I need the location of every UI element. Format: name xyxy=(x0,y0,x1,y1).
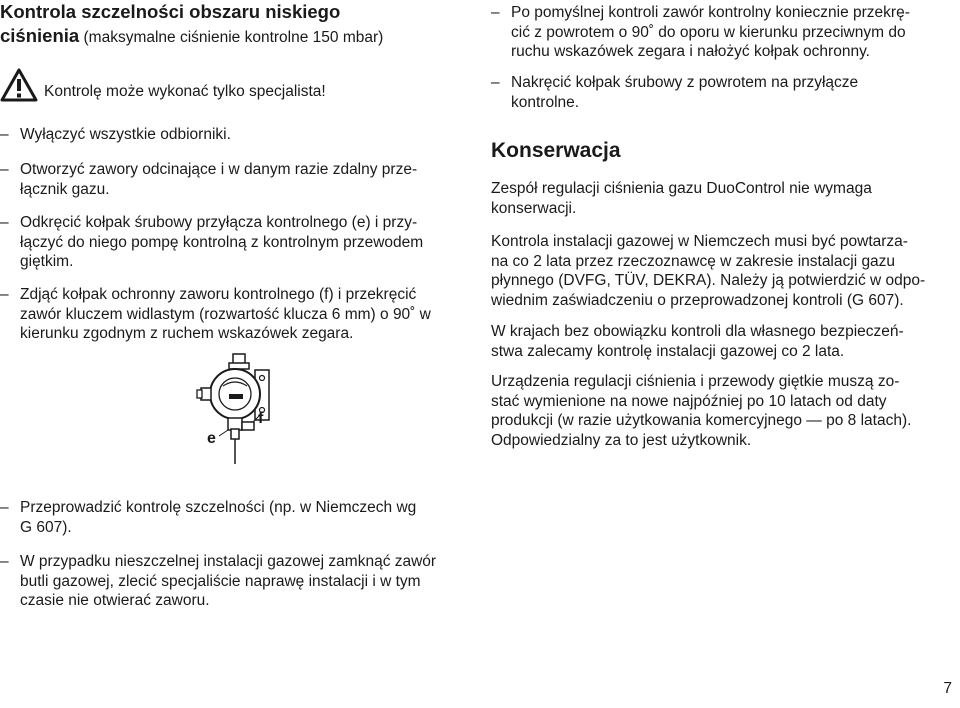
figure-label-f: f xyxy=(258,410,264,427)
page-number: 7 xyxy=(943,680,952,697)
regulator-illustration xyxy=(195,352,285,467)
list-dash: – xyxy=(0,126,9,143)
paragraph xyxy=(491,372,911,450)
regulator-figure xyxy=(195,352,285,467)
list-text: ruchu wskazówek zegara i nałożyć kołpak ochronny. xyxy=(511,43,870,60)
list-text: Otworzyć zawory odcinające i w danym razie zdalny prze- xyxy=(20,161,418,178)
list-dash: – xyxy=(0,553,9,570)
list-text: kontrolne. xyxy=(511,93,580,111)
list-item xyxy=(0,213,423,272)
paragraph-line: W krajach bez obowiązku kontroli dla własnego bezpieczeń- xyxy=(491,323,904,340)
list-text: Po pomyślnej kontroli zawór kontrolny koniecznie przekrę- xyxy=(511,4,910,21)
list-text: giętkim. xyxy=(20,253,74,270)
paragraph-line: produkcji (w razie użytkowania komercyjnego — po 8 latach). xyxy=(491,412,912,429)
list-item xyxy=(491,73,858,112)
list-text: butli gazowej, zlecić specjaliście naprawę instalacji i w tym xyxy=(20,572,421,590)
list-item xyxy=(0,552,436,611)
title-line-2: ciśnienia xyxy=(0,25,80,46)
paragraph xyxy=(491,232,925,310)
list-item xyxy=(0,125,231,145)
list-dash: – xyxy=(0,499,9,516)
list-dash: – xyxy=(0,286,9,303)
list-text: G 607). xyxy=(20,518,72,536)
list-dash: – xyxy=(491,4,500,21)
list-text: Wyłączyć wszystkie odbiorniki. xyxy=(20,126,231,143)
list-item xyxy=(0,498,416,537)
paragraph-line: stwa zalecamy kontrolę instalacji gazowej co 2 lata. xyxy=(491,342,845,360)
section-title xyxy=(0,0,383,50)
list-item xyxy=(0,160,417,199)
list-text: W przypadku nieszczelnej instalacji gazowej zamknąć zawór xyxy=(20,553,437,570)
paragraph-line: konserwacji. xyxy=(491,199,577,217)
list-dash: – xyxy=(0,161,9,178)
list-text: Nakręcić kołpak śrubowy z powrotem na przyłącze xyxy=(511,74,859,91)
list-text: czasie nie otwierać zaworu. xyxy=(20,592,210,609)
paragraph-line: płynnego (DVFG, TÜV, DEKRA). Należy ją potwierdzić w odpo- xyxy=(491,272,926,289)
paragraph-line: stać wymienione na nowe najpóźniej po 10 latach od daty xyxy=(491,392,887,410)
list-text: łącznik gazu. xyxy=(20,180,110,198)
paragraph-line: Odpowiedzialny za to jest użytkownik. xyxy=(491,431,752,449)
section-heading: Konserwacja xyxy=(491,139,621,162)
warning-text: Kontrolę może wykonać tylko specjalista! xyxy=(44,83,326,100)
list-text: Przeprowadzić kontrolę szczelności (np. w Niemczech wg xyxy=(20,499,417,516)
list-dash: – xyxy=(491,74,500,91)
list-item xyxy=(0,285,431,344)
list-text: zawór kluczem widlastym (rozwartość klucza 6 mm) o 90˚ w xyxy=(20,305,431,323)
list-text: cić z powrotem o 90˚ do oporu w kierunku przeciwnym do xyxy=(511,23,906,41)
list-text: Odkręcić kołpak śrubowy przyłącza kontrolnego (e) i przy- xyxy=(20,214,418,231)
figure-label-e: e xyxy=(207,430,216,447)
paragraph-line: Zespół regulacji ciśnienia gazu DuoControl nie wymaga xyxy=(491,180,872,197)
list-text: łączyć do niego pompę kontrolną z kontrolnym przewodem xyxy=(20,233,424,251)
paragraph xyxy=(491,322,904,361)
paragraph-line: na co 2 lata przez rzeczoznawcę w zakresie instalacji gazu xyxy=(491,252,896,270)
warning-note xyxy=(0,68,326,102)
list-text: Zdjąć kołpak ochronny zaworu kontrolnego (f) i przekręcić xyxy=(20,286,417,303)
paragraph-line: wiednim zaświadczeniu o przeprowadzonej kontroli (G 607). xyxy=(491,291,904,309)
list-dash: – xyxy=(0,214,9,231)
title-subtitle: (maksymalne ciśnienie kontrolne 150 mbar) xyxy=(79,29,384,46)
title-line-1: Kontrola szczelności obszaru niskiego xyxy=(0,1,341,22)
paragraph xyxy=(491,179,872,218)
warning-icon xyxy=(0,68,38,102)
list-text: kierunku zgodnym z ruchem wskazówek zegara. xyxy=(20,325,354,342)
paragraph-line: Kontrola instalacji gazowej w Niemczech musi być powtarza- xyxy=(491,233,908,250)
paragraph-line: Urządzenia regulacji ciśnienia i przewody giętkie muszą zo- xyxy=(491,373,900,390)
list-item xyxy=(491,3,910,62)
